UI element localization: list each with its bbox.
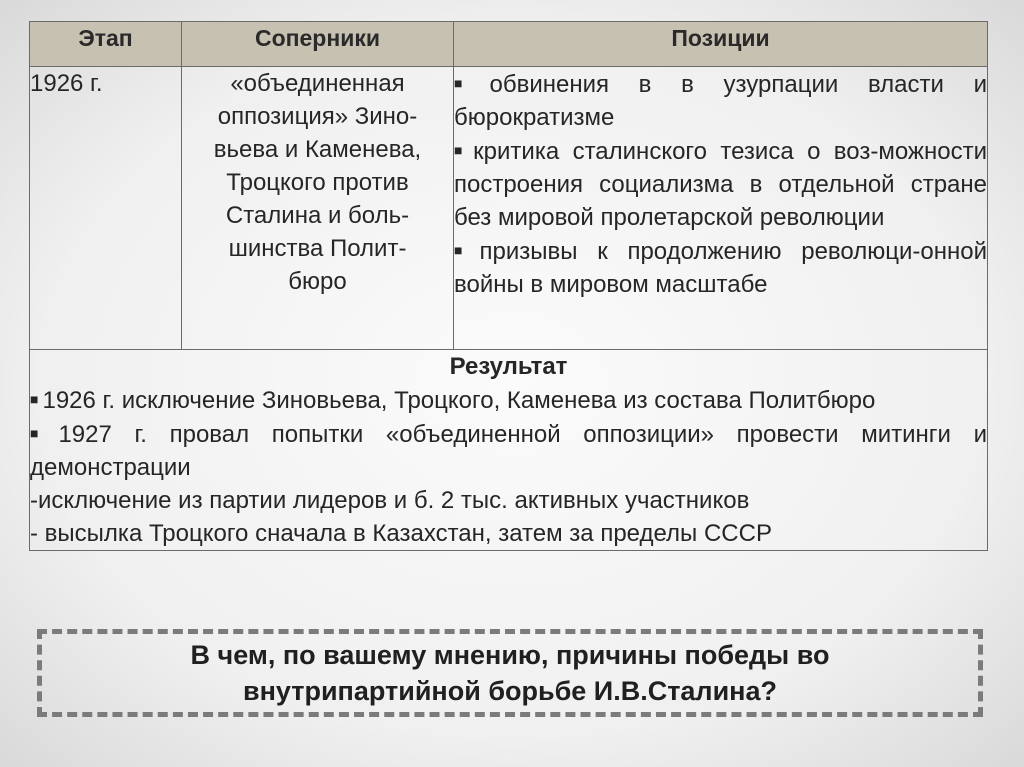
history-table [29,21,988,551]
rivals-line: шинства Полит- [228,235,407,262]
position-item: ■ обвинения в в узурпации власти и бюрократизме [454,71,987,131]
table-header-row [30,22,988,67]
bullet-icon: ■ [454,242,476,258]
rivals-line: «объединенная [230,70,405,97]
result-title: Результат [449,353,568,380]
rivals-line: Сталина и боль- [225,202,410,229]
position-item: ■ критика сталинского тезиса о воз-можности построения социализма в отдельной стране без мировой пролетарской революции [454,138,987,231]
bullet-icon: ■ [30,391,39,407]
rivals-line: бюро [288,268,347,295]
question-line: внутрипартийной борьбе И.В.Сталина? [242,676,777,706]
header-stage: Этап [30,22,182,67]
position-item: ■ призывы к продолжению революци-онной войны в мировом масштабе [454,238,987,298]
stage-cell: 1926 г. [30,67,182,350]
rivals-line: оппозиция» Зино- [217,103,418,130]
header-positions: Позиции [454,22,988,67]
result-row [30,350,988,551]
result-cell [30,350,988,551]
rivals-line: вьева и Каменева, [213,136,422,163]
bullet-icon: ■ [30,425,55,441]
rivals-line: Троцкого против [226,169,409,196]
question-line: В чем, по вашему мнению, причины победы во [190,640,830,670]
question-box [37,629,983,717]
result-item: ■ 1927 г. провал попытки «объединенной оппозиции» провести митинги и демонстрации [30,421,987,481]
result-dash-line: - высылка Троцкого сначала в Казахстан, затем за пределы СССР [30,520,772,547]
result-dash-line: -исключение из партии лидеров и б. 2 тыс. активных участников [30,487,750,514]
positions-cell [454,67,988,350]
bullet-icon: ■ [454,75,486,91]
table-row [30,67,988,350]
header-rivals: Соперники [182,22,454,67]
rivals-cell [182,67,454,350]
bullet-icon: ■ [454,142,470,158]
result-item: ■ 1926 г. исключение Зиновьева, Троцкого, Каменева из состава Политбюро [30,387,876,414]
